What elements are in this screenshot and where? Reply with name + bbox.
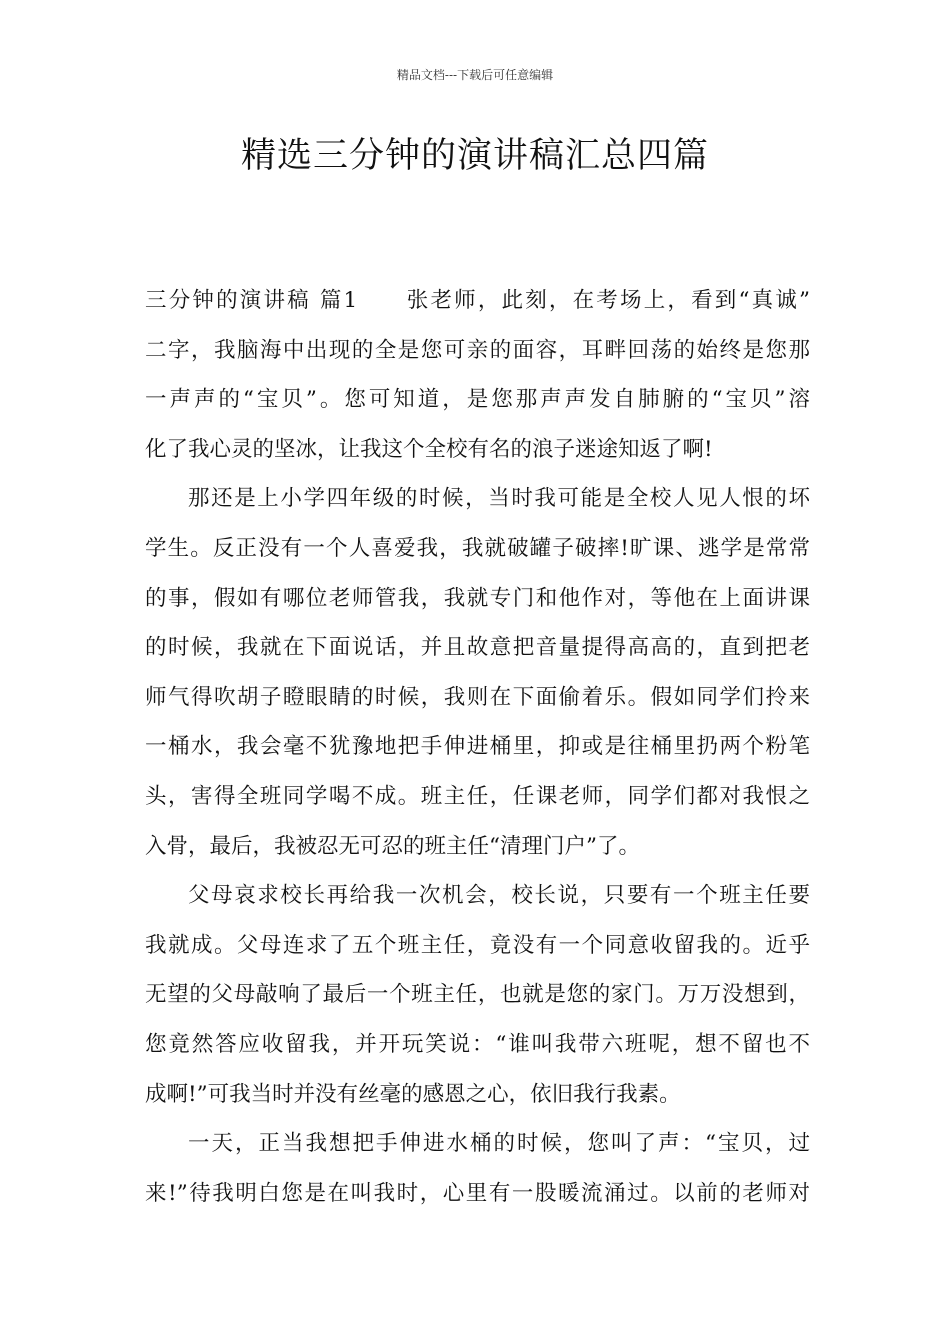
- text-line: 化了我心灵的坚冰，让我这个全校有名的浪子迷途知返了啊!: [145, 436, 713, 462]
- text-line: 父母哀求校长再给我一次机会，校长说，只要有一个班主任要: [188, 883, 810, 909]
- text-line: 学生。反正没有一个人喜爱我，我就破罐子破摔!旷课、逃学是常常: [145, 535, 810, 561]
- text-line: 的时候，我就在下面说话，并且故意把音量提得高高的，直到把老: [145, 635, 810, 661]
- text-line: 入骨，最后，我被忍无可忍的班主任“清理门户”了。: [145, 833, 640, 859]
- text-line: 三分钟的演讲稿 篇1 张老师，此刻，在考场上，看到“真诚”: [145, 288, 810, 313]
- text-line: 二字，我脑海中出现的全是您可亲的面容，耳畔回荡的始终是您那: [145, 337, 810, 363]
- text-line: 的事，假如有哪位老师管我，我就专门和他作对，等他在上面讲课: [145, 585, 810, 611]
- page-header: 精品文档---下载后可任意编辑: [396, 68, 554, 82]
- text-line: 师气得吹胡子瞪眼睛的时候，我则在下面偷着乐。假如同学们拎来: [145, 684, 810, 710]
- text-line: 那还是上小学四年级的时候，当时我可能是全校人见人恨的坏: [188, 486, 810, 512]
- document-body: [145, 276, 810, 1218]
- text-line: 一天，正当我想把手伸进水桶的时候，您叫了声：“宝贝，过: [188, 1131, 810, 1157]
- document-title: 精选三分钟的演讲稿汇总四篇: [240, 136, 709, 176]
- text-line: 一桶水，我会毫不犹豫地把手伸进桶里，抑或是往桶里扔两个粉笔: [145, 734, 810, 760]
- text-line: 我就成。父母连求了五个班主任，竟没有一个同意收留我的。近乎: [145, 932, 810, 958]
- text-line: 来!”待我明白您是在叫我时，心里有一股暖流涌过。以前的老师对: [145, 1180, 810, 1206]
- text-line: 一声声的“宝贝”。您可知道，是您那声声发自肺腑的“宝贝”溶: [145, 387, 810, 413]
- text-line: 您竟然答应收留我，并开玩笑说：“谁叫我带六班呢，想不留也不: [145, 1031, 810, 1057]
- text-line: 头，害得全班同学喝不成。班主任，任课老师，同学们都对我恨之: [145, 783, 810, 809]
- text-line: 成啊!”可我当时并没有丝毫的感恩之心，依旧我行我素。: [145, 1081, 681, 1107]
- text-line: 无望的父母敲响了最后一个班主任，也就是您的家门。万万没想到，: [145, 982, 810, 1008]
